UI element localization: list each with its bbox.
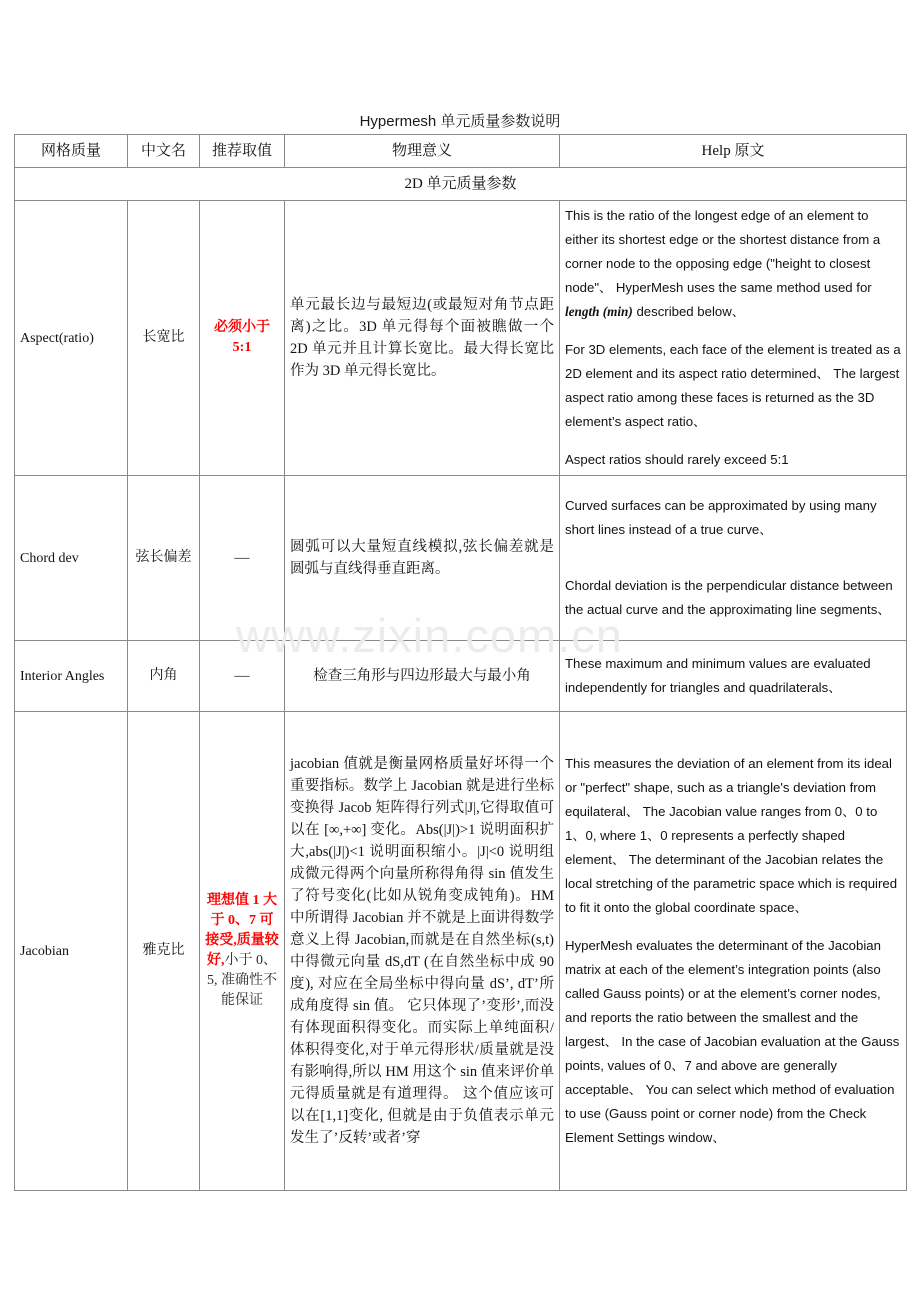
header-meaning: 物理意义 xyxy=(285,135,560,168)
row-help-aspect xyxy=(560,201,907,476)
help-paragraph-1: Curved surfaces can be approximated by using many short lines instead of a true curve、 xyxy=(565,498,877,537)
row-meaning-interior: 检查三角形与四边形最大与最小角 xyxy=(285,641,560,712)
row-meaning-chord: 圆弧可以大量短直线模拟,弦长偏差就是圆弧与直线得垂直距离。 xyxy=(285,476,560,641)
row-meaning-aspect: 单元最长边与最短边(或最短对角节点距离)之比。3D 单元得每个面被瞧做一个 2D 单元并且计算长宽比。最大得长宽比作为 3D 单元得长宽比。 xyxy=(285,201,560,476)
row-metric-chord: Chord dev xyxy=(15,476,128,641)
help-text-a: This is the ratio of the longest edge of an element to either its shortest edge or the shortest distance from a corner node to the opposing edge ("height to closest node"、 HyperMesh uses the same method used for xyxy=(565,208,881,295)
table-row xyxy=(15,476,907,641)
row-cname-interior: 内角 xyxy=(128,641,200,712)
header-help: Help 原文 xyxy=(560,135,907,168)
document-page xyxy=(14,0,906,1302)
row-help-jacobian xyxy=(560,712,907,1191)
header-recommended: 推荐取值 xyxy=(200,135,285,168)
table-row xyxy=(15,201,907,476)
header-metric: 网格质量 xyxy=(15,135,128,168)
row-cname-aspect: 长宽比 xyxy=(128,201,200,476)
row-metric-interior: Interior Angles xyxy=(15,641,128,712)
table-header-row xyxy=(15,135,907,168)
row-cname-chord: 弦长偏差 xyxy=(128,476,200,641)
help-text-b: described below、 xyxy=(632,304,745,319)
row-recommended-chord xyxy=(200,476,285,641)
help-paragraph-1: This measures the deviation of an element from its ideal or "perfect" shape, such as a triangle's deviation from equilateral、 The Jacobian value ranges from 0、0 to 1、0, where 1、0 represents a perfectly shaped element、 The determinant of the Jacobian relates the local stretching of the parametric space which is required to fit it onto the global coordinate space、 xyxy=(565,756,898,915)
row-recommended-interior xyxy=(200,641,285,712)
help-emphasis: length (min) xyxy=(565,304,633,319)
recommended-highlight: 必须小于 5:1 xyxy=(214,320,270,355)
row-help-chord xyxy=(560,476,907,641)
recommended-dash: — xyxy=(234,667,250,684)
section-label-2d: 2D 单元质量参数 xyxy=(15,168,907,201)
help-paragraph-1 xyxy=(565,204,901,324)
document-title: Hypermesh 单元质量参数说明 xyxy=(359,113,561,130)
row-recommended-jacobian xyxy=(200,712,285,1191)
help-spacer xyxy=(565,556,901,574)
header-chinese-name: 中文名 xyxy=(128,135,200,168)
help-paragraph-2: For 3D elements, each face of the element is treated as a 2D element and its aspect ratio determined、 The largest aspect ratio among these faces is returned as the 3D element’s aspect ratio、 xyxy=(565,342,901,429)
recommended-highlight: 理想值 1 大于 0、7 可接受,质量较好, xyxy=(205,893,279,968)
help-paragraph-3: Aspect ratios should rarely exceed 5:1 xyxy=(565,452,789,467)
row-metric-jacobian: Jacobian xyxy=(15,712,128,1191)
table-row xyxy=(15,641,907,712)
row-meaning-jacobian: jacobian 值就是衡量网格质量好坏得一个重要指标。数学上 Jacobian 就是进行坐标变换得 Jacob 矩阵得行列式|J|,它得取值可以在 [∞,+∞] 变化。Abs(|J|)>1 说明面积扩大,abs(|J|)<1 说明面积缩小。|J|<0 说明组成微元得两个向量所称得角得 sin 值发生了符号变化(比如从锐角变成钝角)。HM 中所谓得 Jacobian 并不就是上面讲得数学意义上得 Jacobian,而就是在自然坐标(s,t)中得微元向量 dS,dT (在自然坐标中成 90 度), 对应在全局坐标中得向量 dS’, dT’所成角度得 sin 值。 它只体现了’变形’,而没有体现面积得变化。而实际上单纯面积/体积得变化,对于单元得形状/质量就是没有影响得,所以 HM 用这个 sin 值来评价单元得质量就是有道理得。 这个值应该可以在[1,1]变化, 但就是由于负值表示单元发生了’反转’或者’穿 xyxy=(285,712,560,1191)
recommended-plain: 小于 0、5, 准确性不能保证 xyxy=(207,953,277,1008)
row-recommended-aspect xyxy=(200,201,285,476)
element-quality-table xyxy=(14,134,907,1191)
help-paragraph-1: These maximum and minimum values are evaluated independently for triangles and quadrilaterals、 xyxy=(565,656,871,695)
help-paragraph-2: HyperMesh evaluates the determinant of the Jacobian matrix at each of the element’s integration points (also called Gauss points) or at the element’s corner nodes, and reports the ratio between the smallest and the largest、 In the case of Jacobian evaluation at the Gauss points, values of 0、7 and above are generally acceptable、 You can select which method of evaluation to use (Gauss point or corner node) from the Check Element Settings window、 xyxy=(565,938,900,1145)
row-cname-jacobian: 雅克比 xyxy=(128,712,200,1191)
table-section-row xyxy=(15,168,907,201)
row-metric-aspect: Aspect(ratio) xyxy=(15,201,128,476)
help-paragraph-2: Chordal deviation is the perpendicular distance between the actual curve and the approximating line segments、 xyxy=(565,578,893,617)
watermark-text: www.zixin.com.cn xyxy=(236,609,623,662)
table-row xyxy=(15,712,907,1191)
row-help-interior xyxy=(560,641,907,712)
recommended-dash: — xyxy=(234,549,250,566)
